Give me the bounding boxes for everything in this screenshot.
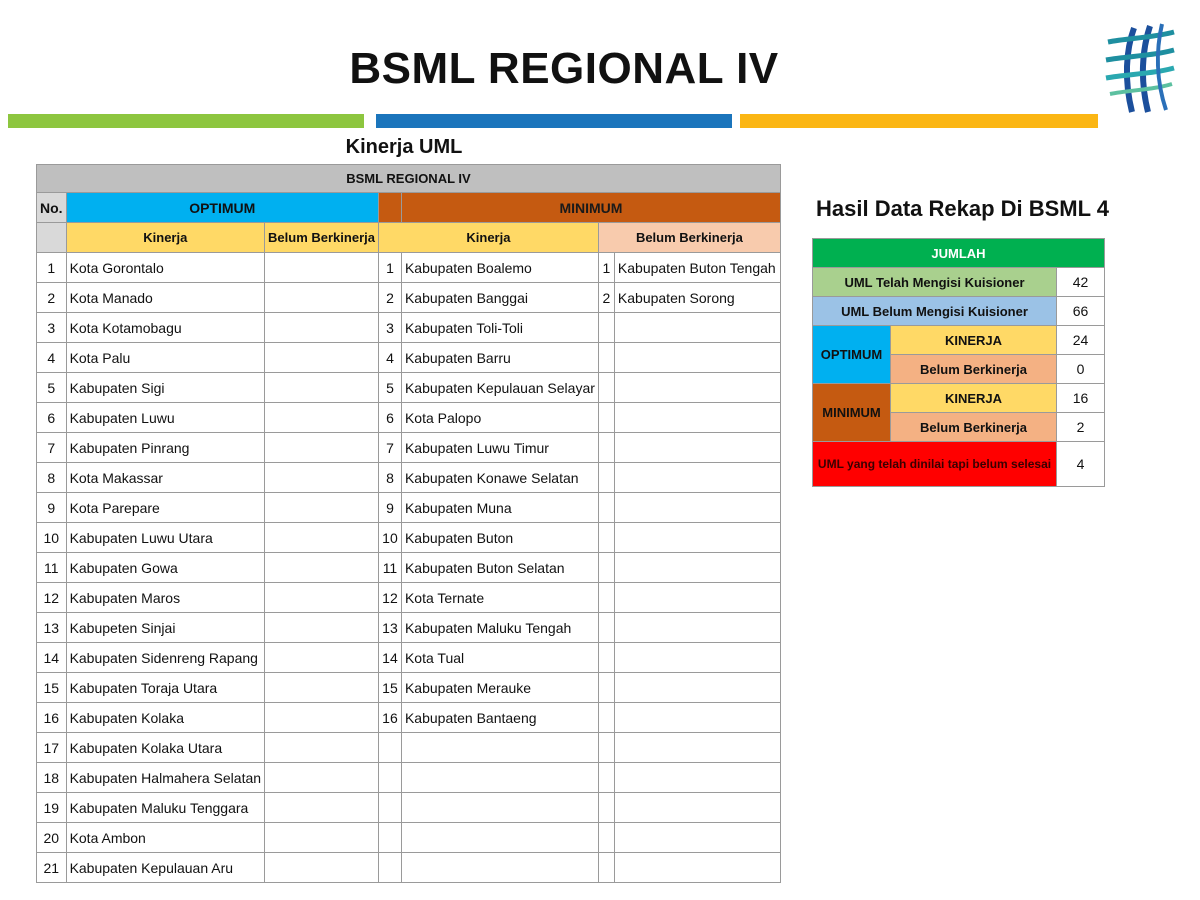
table-row [37,403,781,433]
minimum-kinerja-cell: Kabupaten Barru [401,343,598,373]
minimum-belum-cell [614,673,780,703]
minimum-belum-cell [614,583,780,613]
minimum-number: 12 [378,583,401,613]
optimum-kinerja-cell: Kota Gorontalo [66,253,264,283]
optimum-group-header: OPTIMUM [66,193,378,223]
table-row [37,343,781,373]
table-title: Kinerja UML [345,136,463,158]
table-row [37,763,781,793]
optimum-kinerja-cell: Kota Manado [66,283,264,313]
minimum-number [378,823,401,853]
optimum-kinerja-label: KINERJA [891,326,1057,355]
minimum-kinerja-value: 16 [1057,384,1105,413]
optimum-belum-label: Belum Berkinerja [891,355,1057,384]
optimum-kinerja-cell: Kabupaten Gowa [66,553,264,583]
rekap-title: Hasil Data Rekap Di BSML 4 [816,196,1110,221]
row-number: 19 [37,793,67,823]
minimum-belum-number [598,463,614,493]
minimum-no-spacer [378,193,401,223]
minimum-belum-cell [614,373,780,403]
optimum-belum-cell [265,853,379,883]
optimum-kinerja-cell: Kabupaten Pinrang [66,433,264,463]
row-number: 11 [37,553,67,583]
row-number: 5 [37,373,67,403]
row-number: 14 [37,643,67,673]
optimum-kinerja-cell: Kabupaten Maros [66,583,264,613]
minimum-number [378,763,401,793]
optimum-belum-header: Belum Berkinerja [265,223,379,253]
minimum-number: 6 [378,403,401,433]
row-number: 17 [37,733,67,763]
minimum-kinerja-cell: Kabupaten Buton [401,523,598,553]
minimum-belum-label: Belum Berkinerja [891,413,1057,442]
optimum-kinerja-cell: Kabupaten Sidenreng Rapang [66,643,264,673]
row-number: 8 [37,463,67,493]
optimum-belum-cell [265,433,379,463]
row-number: 6 [37,403,67,433]
row-number: 10 [37,523,67,553]
table-row [37,433,781,463]
table-row [37,493,781,523]
table-row [37,583,781,613]
telah-mengisi-value: 42 [1057,268,1105,297]
optimum-belum-cell [265,403,379,433]
table-row [37,373,781,403]
minimum-belum-number: 1 [598,253,614,283]
table-row [37,613,781,643]
row-number: 4 [37,343,67,373]
minimum-belum-number [598,433,614,463]
row-number: 16 [37,703,67,733]
region-header: BSML REGIONAL IV [37,165,781,193]
page-title: BSML REGIONAL IV [349,44,779,93]
minimum-number: 8 [378,463,401,493]
optimum-belum-cell [265,553,379,583]
optimum-kinerja-cell: Kabupaten Sigi [66,373,264,403]
row-number: 21 [37,853,67,883]
minimum-belum-number [598,583,614,613]
minimum-belum-number [598,553,614,583]
optimum-kinerja-cell: Kabupaten Luwu [66,403,264,433]
minimum-kinerja-cell [401,763,598,793]
optimum-belum-value: 0 [1057,355,1105,384]
row-number: 13 [37,613,67,643]
minimum-kinerja-cell [401,733,598,763]
minimum-kinerja-cell: Kabupaten Boalemo [401,253,598,283]
rekap-table [812,238,1105,487]
optimum-kinerja-cell: Kabupaten Kolaka Utara [66,733,264,763]
optimum-belum-cell [265,373,379,403]
table-row [37,283,781,313]
minimum-kinerja-cell: Kabupaten Kepulauan Selayar [401,373,598,403]
minimum-number: 2 [378,283,401,313]
minimum-belum-number [598,403,614,433]
minimum-kinerja-cell [401,823,598,853]
table-row [37,463,781,493]
optimum-belum-cell [265,823,379,853]
table-row [37,793,781,823]
minimum-belum-number [598,343,614,373]
minimum-belum-cell [614,433,780,463]
optimum-belum-cell [265,763,379,793]
optimum-kinerja-cell: Kota Parepare [66,493,264,523]
optimum-kinerja-cell: Kabupeten Sinjai [66,613,264,643]
minimum-kinerja-cell: Kabupaten Maluku Tengah [401,613,598,643]
minimum-kinerja-cell: Kabupaten Konawe Selatan [401,463,598,493]
table-row [37,523,781,553]
minimum-belum-number [598,493,614,523]
minimum-belum-value: 2 [1057,413,1105,442]
minimum-belum-number [598,613,614,643]
column-no-header: No. [37,193,67,223]
belum-mengisi-value: 66 [1057,297,1105,326]
optimum-kinerja-cell: Kota Makassar [66,463,264,493]
minimum-number: 9 [378,493,401,523]
minimum-belum-cell [614,523,780,553]
optimum-kinerja-cell: Kabupaten Kolaka [66,703,264,733]
kinerja-table [36,164,781,883]
minimum-belum-cell [614,733,780,763]
minimum-kinerja-cell: Kabupaten Muna [401,493,598,523]
optimum-belum-cell [265,493,379,523]
table-row [37,313,781,343]
row-number: 9 [37,493,67,523]
minimum-number: 4 [378,343,401,373]
dinilai-label: UML yang telah dinilai tapi belum selesai [813,442,1057,487]
optimum-kinerja-cell: Kota Ambon [66,823,264,853]
optimum-belum-cell [265,253,379,283]
table-row [37,553,781,583]
minimum-kinerja-cell: Kota Palopo [401,403,598,433]
minimum-number [378,853,401,883]
row-number: 3 [37,313,67,343]
table-row [37,853,781,883]
accent-bar-blue [376,114,732,128]
minimum-belum-number [598,703,614,733]
minimum-belum-number [598,823,614,853]
row-number: 15 [37,673,67,703]
optimum-kinerja-cell: Kabupaten Kepulauan Aru [66,853,264,883]
optimum-kinerja-value: 24 [1057,326,1105,355]
optimum-label: OPTIMUM [813,326,891,384]
row-number: 12 [37,583,67,613]
minimum-number: 10 [378,523,401,553]
optimum-kinerja-cell: Kabupaten Maluku Tenggara [66,793,264,823]
minimum-kinerja-label: KINERJA [891,384,1057,413]
minimum-belum-cell [614,643,780,673]
minimum-belum-cell [614,403,780,433]
minimum-belum-cell [614,703,780,733]
minimum-number: 7 [378,433,401,463]
minimum-belum-number [598,643,614,673]
minimum-kinerja-cell: Kabupaten Luwu Timur [401,433,598,463]
optimum-belum-cell [265,523,379,553]
accent-bar-yellow [740,114,1098,128]
optimum-kinerja-cell: Kota Palu [66,343,264,373]
minimum-belum-cell [614,313,780,343]
row-number: 7 [37,433,67,463]
table-row [37,673,781,703]
table-row [37,643,781,673]
minimum-group-header: MINIMUM [401,193,780,223]
minimum-number: 1 [378,253,401,283]
minimum-belum-cell [614,823,780,853]
minimum-belum-cell [614,463,780,493]
optimum-belum-cell [265,733,379,763]
minimum-belum-cell: Kabupaten Buton Tengah [614,253,780,283]
minimum-number [378,793,401,823]
optimum-belum-cell [265,673,379,703]
minimum-kinerja-cell: Kabupaten Merauke [401,673,598,703]
minimum-belum-number [598,673,614,703]
minimum-kinerja-cell [401,853,598,883]
minimum-belum-cell [614,793,780,823]
accent-bar-green [8,114,364,128]
minimum-number: 13 [378,613,401,643]
minimum-belum-cell [614,613,780,643]
telah-mengisi-label: UML Telah Mengisi Kuisioner [813,268,1057,297]
minimum-number: 5 [378,373,401,403]
row-number: 2 [37,283,67,313]
table-row [37,823,781,853]
minimum-belum-number [598,313,614,343]
minimum-belum-number [598,523,614,553]
no-subheader [37,223,67,253]
table-row [37,253,781,283]
minimum-belum-cell [614,493,780,523]
bsml-logo-icon [1104,20,1176,120]
optimum-belum-cell [265,463,379,493]
minimum-number: 11 [378,553,401,583]
minimum-belum-number [598,763,614,793]
minimum-belum-number [598,853,614,883]
minimum-belum-cell: Kabupaten Sorong [614,283,780,313]
minimum-belum-number [598,373,614,403]
optimum-belum-cell [265,643,379,673]
table-row [37,733,781,763]
optimum-kinerja-cell: Kabupaten Toraja Utara [66,673,264,703]
optimum-belum-cell [265,613,379,643]
minimum-kinerja-header: Kinerja [378,223,598,253]
optimum-kinerja-cell: Kabupaten Luwu Utara [66,523,264,553]
row-number: 1 [37,253,67,283]
optimum-kinerja-cell: Kota Kotamobagu [66,313,264,343]
minimum-number [378,733,401,763]
optimum-belum-cell [265,313,379,343]
minimum-belum-cell [614,853,780,883]
optimum-belum-cell [265,343,379,373]
optimum-kinerja-header: Kinerja [66,223,264,253]
optimum-belum-cell [265,283,379,313]
minimum-kinerja-cell: Kota Ternate [401,583,598,613]
row-number: 20 [37,823,67,853]
row-number: 18 [37,763,67,793]
minimum-belum-cell [614,763,780,793]
minimum-belum-number [598,733,614,763]
minimum-belum-cell [614,553,780,583]
minimum-label: MINIMUM [813,384,891,442]
table-row [37,703,781,733]
minimum-belum-cell [614,343,780,373]
jumlah-header: JUMLAH [813,239,1105,268]
minimum-kinerja-cell: Kabupaten Bantaeng [401,703,598,733]
minimum-kinerja-cell [401,793,598,823]
minimum-number: 15 [378,673,401,703]
minimum-belum-header: Belum Berkinerja [598,223,780,253]
minimum-number: 16 [378,703,401,733]
minimum-number: 14 [378,643,401,673]
optimum-kinerja-cell: Kabupaten Halmahera Selatan [66,763,264,793]
minimum-kinerja-cell: Kabupaten Toli-Toli [401,313,598,343]
optimum-belum-cell [265,583,379,613]
dinilai-value: 4 [1057,442,1105,487]
optimum-belum-cell [265,703,379,733]
optimum-belum-cell [265,793,379,823]
minimum-kinerja-cell: Kabupaten Buton Selatan [401,553,598,583]
minimum-belum-number [598,793,614,823]
minimum-belum-number: 2 [598,283,614,313]
minimum-kinerja-cell: Kota Tual [401,643,598,673]
minimum-number: 3 [378,313,401,343]
belum-mengisi-label: UML Belum Mengisi Kuisioner [813,297,1057,326]
minimum-kinerja-cell: Kabupaten Banggai [401,283,598,313]
